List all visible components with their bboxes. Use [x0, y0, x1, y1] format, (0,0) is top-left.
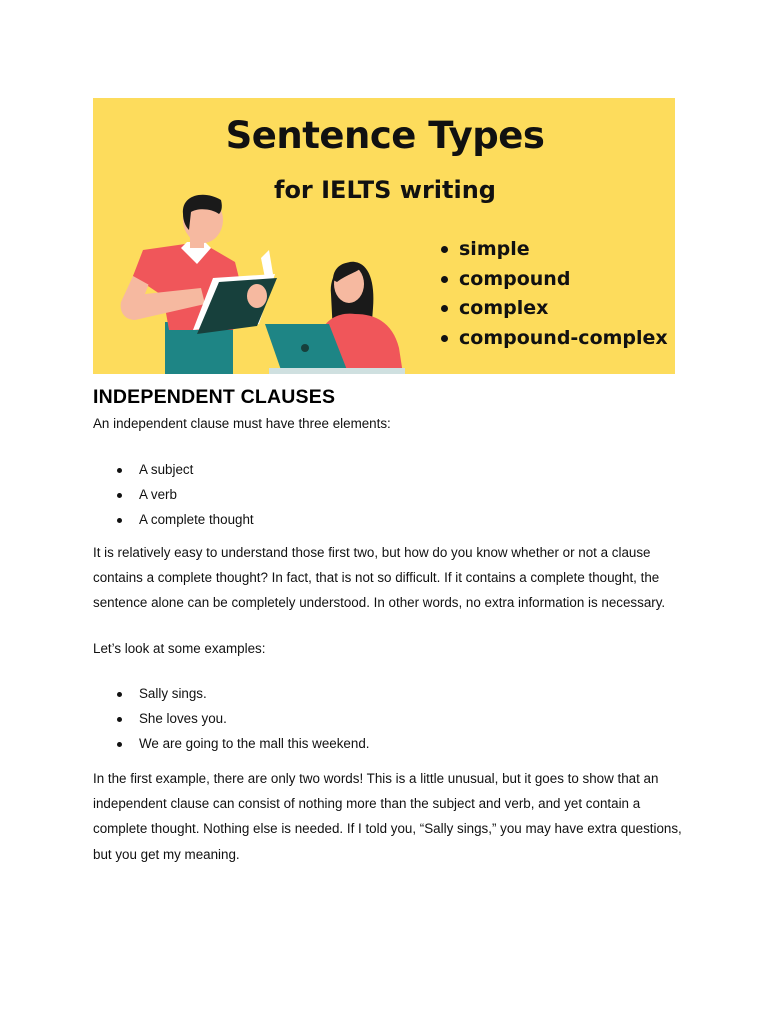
sentence-type-label: compound-complex	[459, 326, 668, 349]
sentence-type-item	[439, 294, 668, 324]
banner-subtitle: for IELTS writing	[274, 176, 496, 204]
bullet-icon	[117, 468, 122, 473]
body-paragraph: It is relatively easy to understand those first two, but how do you know whether or not a clause contains a complete thought? In fact, that is not so difficult. If it contains a complete thought, the sentence alone can be completely understood. In other words, no extra information is necessary.	[93, 545, 666, 611]
list-item	[93, 508, 254, 533]
examples-list	[93, 682, 370, 756]
banner-title: Sentence Types	[225, 114, 545, 157]
elements-list	[93, 458, 254, 532]
sentence-type-list	[439, 235, 668, 353]
bullet-icon	[117, 493, 122, 498]
sentence-type-label: simple	[459, 238, 530, 260]
bullet-icon	[441, 246, 448, 253]
bullet-icon	[441, 276, 448, 283]
banner-image	[93, 98, 675, 374]
bullet-icon	[441, 335, 448, 342]
sentence-type-label: compound	[459, 267, 571, 290]
list-item	[93, 483, 254, 508]
intro-paragraph: An independent clause must have three elements:	[93, 416, 391, 431]
examples-intro-paragraph: Let’s look at some examples:	[93, 641, 266, 656]
bullet-icon	[441, 305, 448, 312]
list-item-text: She loves you.	[139, 710, 227, 726]
sentence-type-label: complex	[459, 297, 549, 319]
body-paragraph: In the first example, there are only two words! This is a little unusual, but it goes to show that an independent clause can consist of nothing more than the subject and verb, and yet contain a complete thought. Nothing else is needed. If I told you, “Sally sings,” you may have extra questions, but you get my meaning.	[93, 771, 682, 862]
list-item-text: A subject	[139, 462, 194, 477]
list-item-text: A verb	[139, 486, 177, 502]
list-item-text: Sally sings.	[139, 686, 207, 701]
bullet-icon	[117, 692, 122, 697]
section-heading: INDEPENDENT CLAUSES	[93, 386, 336, 408]
list-item	[93, 707, 370, 732]
bullet-icon	[117, 518, 122, 523]
sentence-type-item	[439, 265, 668, 295]
bullet-icon	[117, 742, 122, 747]
list-item	[93, 732, 370, 757]
sentence-type-item	[439, 324, 668, 354]
list-item-text: A complete thought	[139, 511, 254, 527]
list-item	[93, 682, 370, 707]
list-item	[93, 458, 254, 483]
list-item-text: We are going to the mall this weekend.	[139, 735, 370, 751]
sentence-type-item	[439, 235, 668, 265]
bullet-icon	[117, 717, 122, 722]
